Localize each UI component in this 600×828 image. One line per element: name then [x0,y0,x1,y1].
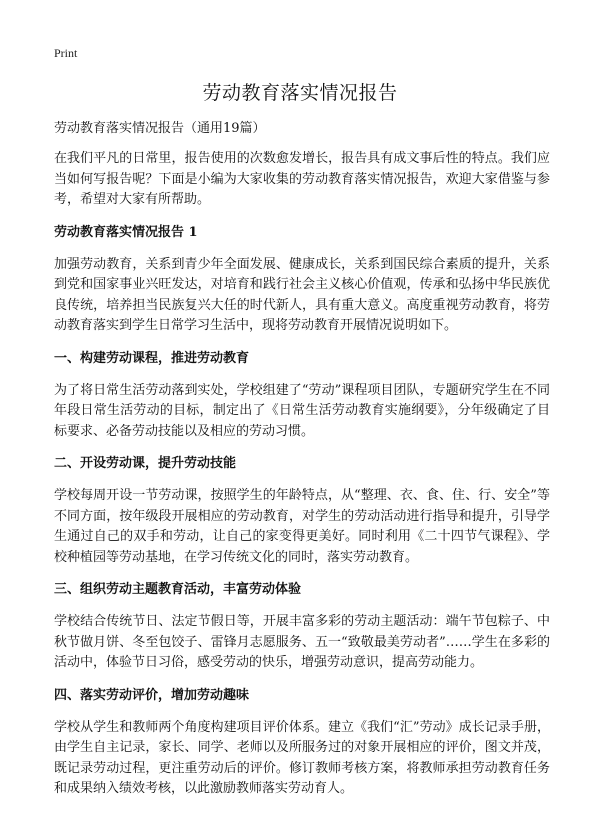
section-body-3: 学校结合传统节日、法定节假日等，开展丰富多彩的劳动主题活动：端午节包粽子、中秋节做月饼、冬至包饺子、雷锋月志愿服务、五一“致敬最美劳动者”……学生在多彩的活动中，体验节日习俗，感受劳动的快乐，增强劳动意识，提高劳动能力。 [54,614,550,670]
document-title: 劳动教育落实情况报告 [202,82,398,104]
report-heading: 劳动教育落实情况报告 1 [54,224,198,240]
section-body-4: 学校从学生和教师两个角度构建项目评价体系。建立《我们“汇”劳动》成长记录手册，由学生自主记录，家长、同学、老师以及所服务过的对象开展相应的评价，图文并茂，既记录劳动过程，更注重劳动后的评价。修订教师考核方案，将教师承担劳动教育任务和成果纳入绩效考核，以此激励教师落实劳动育人。 [54,719,550,796]
section-body-1: 为了将日常生活劳动落到实处，学校组建了“劳动”课程项目团队，专题研究学生在不同年段日常生活劳动的目标，制定出了《日常生活劳动教育实施纲要》，分年级确定了目标要求、必备劳动技能以及相应的劳动习惯。 [54,382,550,439]
section-heading-3: 三、组织劳动主题教育活动，丰富劳动体验 [54,582,302,597]
section-heading-4: 四、落实劳动评价，增加劳动趣味 [54,687,250,703]
print-link[interactable]: Print [54,46,78,60]
intro-paragraph: 在我们平凡的日常里，报告使用的次数愈发增长，报告具有成文事后性的特点。我们应当如何写报告呢？下面是小编为大家收集的劳动教育落实情况报告，欢迎大家借鉴与参考，希望对大家有所帮助。 [54,151,550,207]
section-heading-1: 一、构建劳动课程，推进劳动教育 [54,350,250,366]
section-body-2: 学校每周开设一节劳动课，按照学生的年龄特点，从“整理、衣、食、住、行、安全”等不同方面，按年级段开展相应的劳动教育，对学生的劳动活动进行指导和提升，引导学生通过自己的双手和劳动，让自己的家变得更美好。同时利用《二十四节气课程》、学校种植园等劳动基地，在学习传统文化的同时，落实劳动教育。 [54,488,550,565]
report-intro-paragraph: 加强劳动教育，关系到青少年全面发展、健康成长，关系到国民综合素质的提升，关系到党和国家事业兴旺发达，对培育和践行社会主义核心价值观，传承和弘扬中华民族优良传统，培养担当民族复兴大任的时代新人，具有重大意义。高度重视劳动教育，将劳动教育落实到学生日常学习生活中，现将劳动教育开展情况说明如下。 [54,256,550,333]
section-heading-2: 二、开设劳动课，提升劳动技能 [54,456,237,471]
document-body [54,118,550,812]
document-subtitle: 劳动教育落实情况报告（通用19篇） [54,121,266,136]
